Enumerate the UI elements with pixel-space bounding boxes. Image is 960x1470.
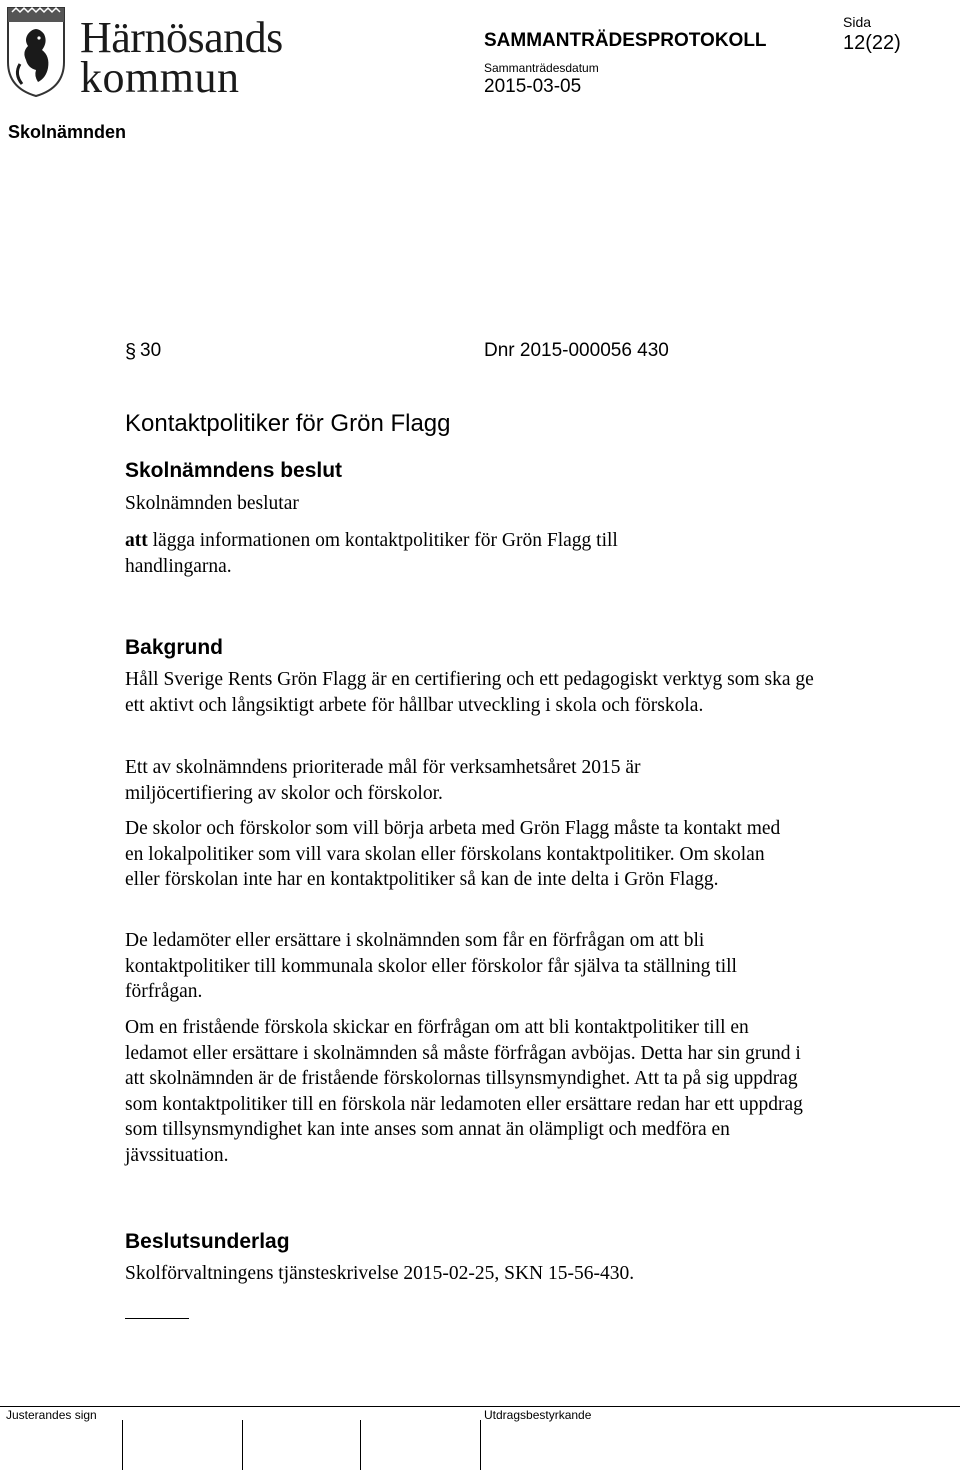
board-name: Skolnämnden [8, 122, 127, 142]
background-paragraph-1: Håll Sverige Rents Grön Flagg är en certifiering och ett pedagogiskt verktyg som ska ge ett aktivt och långsiktigt arbete för hållbar utveckling i skola och förskola. [125, 669, 814, 716]
extract-label: Utdragsbestyrkande [484, 1408, 592, 1422]
section-end-rule [125, 1318, 189, 1319]
decision-body: lägga informationen om kontaktpolitiker för Grön Flagg till handlingarna. [125, 530, 618, 577]
background-paragraph-3: De skolor och förskolor som vill börja arbeta med Grön Flagg måste ta kontakt med en lokalpolitiker som vill vara skolan eller förskolans kontaktpolitiker. Om skolan eller förskolan inte har en kontaktpolitiker så kan de inte delta i Grön Flagg. [125, 818, 781, 890]
decision-heading: Skolnämndens beslut [125, 459, 343, 482]
logo-line-1: Härnösands [80, 13, 283, 62]
background-paragraph-4: De ledamöter eller ersättare i skolnämnden som får en förfrågan om att bli kontaktpolitiker till kommunala skolor eller förskolor får själva ta ställning till förfrågan. [125, 930, 737, 1002]
basis-heading: Beslutsunderlag [125, 1230, 290, 1253]
protocol-title: SAMMANTRÄDESPROTOKOLL [484, 30, 767, 51]
page-title: Kontaktpolitiker för Grön Flagg [125, 410, 451, 437]
signature-box-divider [242, 1420, 243, 1470]
case-number: Dnr 2015-000056 430 [484, 340, 669, 361]
municipality-logo [80, 13, 283, 103]
signature-box-divider [122, 1420, 123, 1470]
background-paragraph-5: Om en fristående förskola skickar en förfrågan om att bli kontaktpolitiker till en ledamot eller ersättare i skolnämnden så måste förfrågan avböjas. Detta har sin grund i att skolnämnden är de fristående förskolornas tillsynsmyndighet. Att ta på sig uppdrag som kontaktpolitiker till en förskola när ledamoten eller ersättare redan har ett uppdrag som tillsynsmyndighet kan inte anses som annat än olämpligt och medföra en jävssituation. [125, 1017, 803, 1166]
signers-label: Justerandes sign [6, 1408, 97, 1422]
page-label: Sida [843, 14, 872, 30]
decision-att: att [125, 530, 148, 551]
paragraph-sign: § [125, 341, 137, 363]
footer-divider [0, 1406, 960, 1407]
decision-text [125, 528, 695, 579]
signature-box-divider [360, 1420, 361, 1470]
coat-of-arms-icon [6, 4, 66, 98]
background-paragraph-2: Ett av skolnämndens prioriterade mål för verksamhetsåret 2015 är miljöcertifiering av skolor och förskolor. [125, 757, 641, 804]
decision-intro: Skolnämnden beslutar [125, 493, 299, 514]
basis-text: Skolförvaltningens tjänsteskrivelse 2015-02-25, SKN 15-56-430. [125, 1263, 635, 1284]
paragraph-number: 30 [140, 340, 162, 361]
logo-line-2: kommun [80, 53, 240, 103]
background-heading: Bakgrund [125, 636, 224, 659]
signature-box-divider [480, 1420, 481, 1470]
meeting-date-label: Sammanträdesdatum [484, 61, 599, 75]
page-number: 12(22) [843, 32, 901, 54]
meeting-date: 2015-03-05 [484, 76, 582, 97]
